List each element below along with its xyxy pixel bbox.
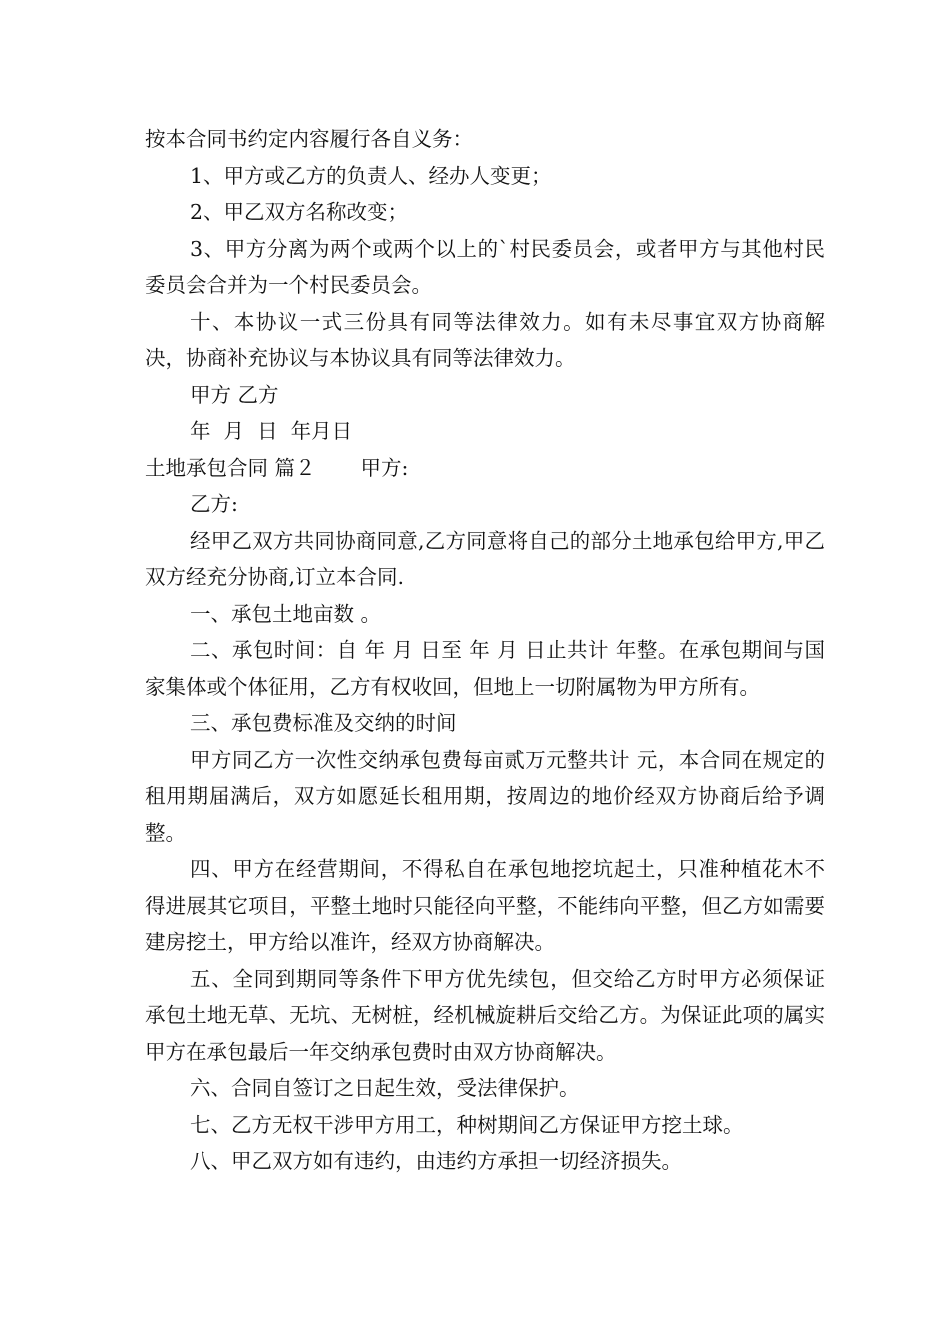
document-body: [145, 121, 825, 1180]
paragraph: 3、甲方分离为两个或两个以上的`村民委员会，或者甲方与其他村民委员会合并为一个村民委员会。: [145, 236, 825, 297]
clause-7: 七、乙方无权干涉甲方用工，种树期间乙方保证甲方挖土球。: [190, 1112, 744, 1137]
paragraph: 十、本协议一式三份具有同等法律效力。如有未尽事宜双方协商解决，协商补充协议与本协议具有同等法律效力。: [145, 309, 825, 370]
paragraph: 2、甲乙双方名称改变；: [190, 200, 409, 224]
clause-6: 六、合同自签订之日起生效，受法律保护。: [190, 1076, 580, 1100]
clause-3: 三、承包费标准及交纳的时间: [190, 711, 457, 735]
paragraph: 1、甲方或乙方的负责人、经办人变更；: [190, 163, 552, 188]
clause-5: 五、全同到期同等条件下甲方优先续包，但交给乙方时甲方必须保证承包土地无草、无坑、无树桩，经机械旋耕后交给乙方。为保证此项的属实甲方在承包最后一年交纳承包费时由双方协商解决。: [145, 966, 825, 1064]
section-title: 土地承包合同 篇２: [145, 455, 316, 480]
paragraph: 按本合同书约定内容履行各自义务：: [145, 127, 473, 151]
clause-1: 一、承包土地亩数 。: [190, 601, 382, 626]
clause-8: 八、甲乙双方如有违约，由违约方承担一切经济损失。: [190, 1149, 682, 1173]
paragraph: 经甲乙双方共同协商同意,乙方同意将自己的部分土地承包给甲方,甲乙双方经充分协商,订立本合同.: [145, 528, 825, 589]
party-a-label: 甲方:: [360, 455, 409, 480]
paragraph: 甲方同乙方一次性交纳承包费每亩贰万元整共计 元，本合同在规定的租用期届满后，双方如愿延长租用期，按周边的地价经双方协商后给予调整。: [145, 747, 825, 845]
clause-4: 四、甲方在经营期间，不得私自在承包地挖坑起土，只准种植花木不得进展其它项目，平整土地时只能径向平整，不能纬向平整，但乙方如需要建房挖土，甲方给以准许，经双方协商解决。: [145, 857, 825, 954]
clause-2: 二、承包时间：自 年 月 日至 年 月 日止共计 年整。在承包期间与国家集体或个体征用，乙方有权收回，但地上一切附属物为甲方所有。: [145, 638, 825, 699]
signature-parties: 甲方 乙方: [190, 382, 279, 407]
party-b-label: 乙方:: [190, 492, 238, 516]
section-heading: [145, 450, 825, 487]
signature-date: 年 月 日 年月日: [190, 419, 353, 443]
